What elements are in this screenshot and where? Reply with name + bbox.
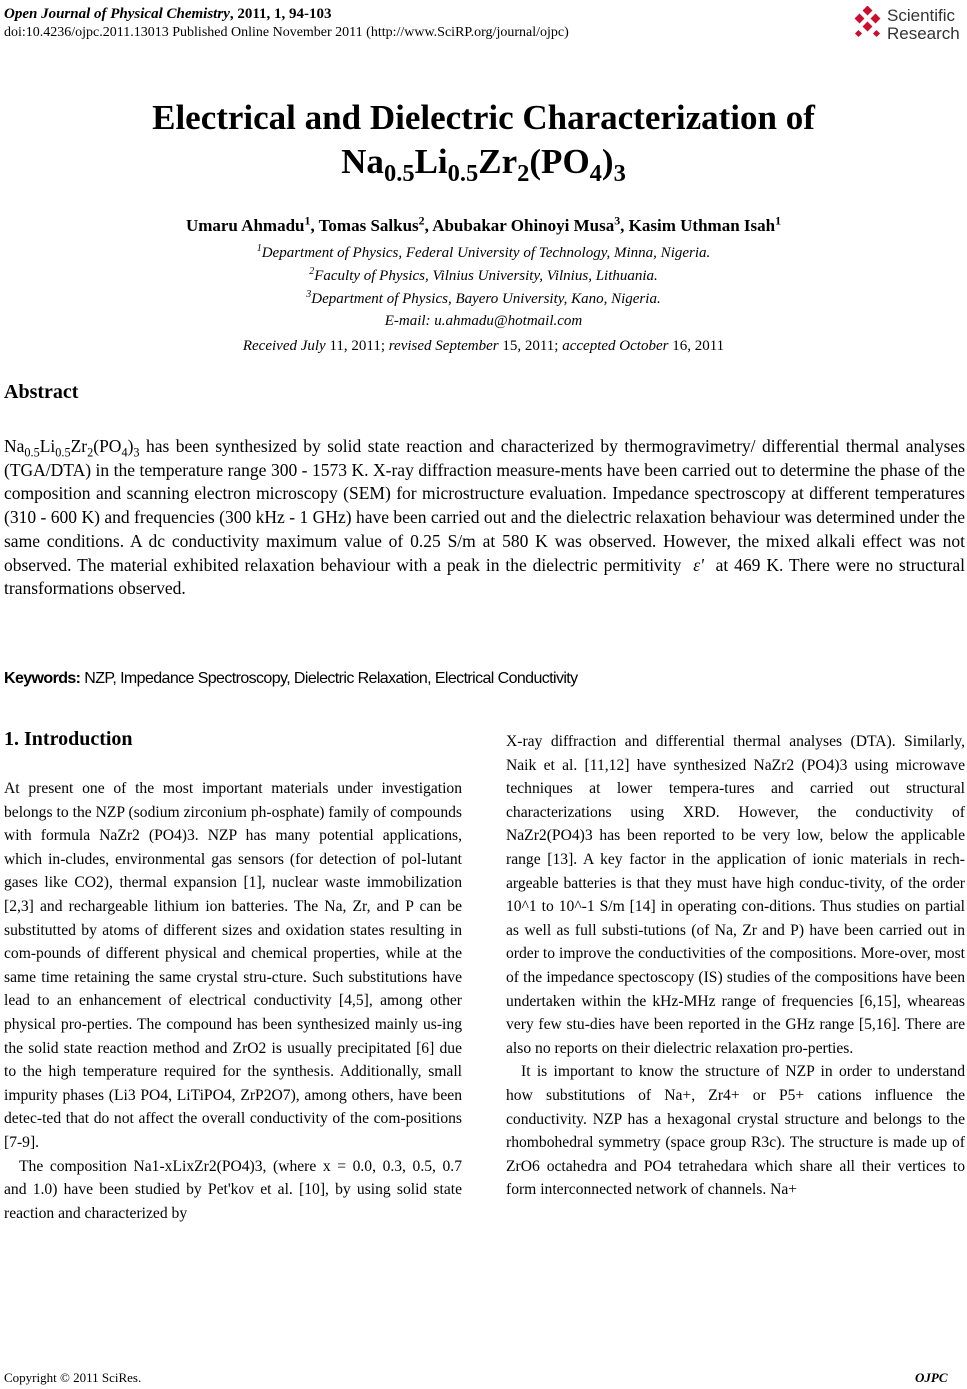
publisher-logo [850, 6, 965, 46]
received-dates [0, 338, 967, 355]
paper-title [0, 96, 967, 187]
author-3-affil: 3 [614, 213, 621, 228]
author-1-affil: 1 [304, 213, 311, 228]
email-line[interactable]: E-mail: u.ahmadu@hotmail.com [384, 313, 583, 329]
footer-copyright: Copyright © 2011 SciRes. [4, 1370, 142, 1385]
author-list: Umaru Ahmadu$^1$, Tomas Salkus$^2$, Abubakar Ohinoyi Musa$^3$, Kasim Uthman Isah$^1$ [185, 213, 782, 235]
intro-paragraph-4: It is important to know the structure of NZP in order to understand how substitutions of Na+, Zr4+ or P5+ cations influence the conductivity. NZP has a hexagonal crystal structure and belongs to the rhombohedral symmetry (space group R3c). The structure is made up of ZrO6 octahedra and PO4 tetrahedara which share all their vertices to form interconnected network of channels. Na+ [506, 1063, 965, 1199]
section-heading-introduction: 1. Introduction [4, 728, 133, 750]
author-4-affil: 1 [775, 213, 782, 228]
revised-label: revised September [388, 338, 499, 354]
author-2-affil: 2 [418, 213, 425, 228]
abstract-part-2: at 469 K. There were no structural transformations observed. [4, 554, 966, 599]
accepted-label: accepted October [562, 338, 669, 354]
revised-date: 15, 2011; [498, 338, 563, 354]
author-1: Umaru Ahmadu [185, 216, 305, 235]
permittivity-symbol: ε' [693, 554, 704, 575]
author-3: Abubakar Ohinoyi Musa [432, 216, 615, 235]
footer-journal: OJPC [915, 1370, 948, 1385]
abstract-heading: Abstract [4, 381, 79, 403]
affiliation-3 [0, 289, 967, 308]
abstract-body: $Na_{0.5}Li_{0.5}Zr_2(PO_4)_3$ has been synthesized by solid state reaction and characterized by thermogravimetry/ differential thermal analyses (TGA/DTA) in the temperature range 300 - 1573 K. X-ray diffraction measure-ments have been carried out to determine the phase of the composition and scanning electron microscopy (SEM) for microstructure evaluation. Impedance spectroscopy at different temperatures (310 - 600 K) and frequencies (300 kHz - 1 GHz) have been carried out and the dielectric relaxation behaviour was determined under the same conditions. A dc conductivity maximum value of 0.25 S/m at 580 K was observed. However, the mixed alkali effect was not observed. The material exhibited relaxation behaviour with a peak in the dielectric permitivity ε' at 469 K. There were no structural transformations observed. [4, 436, 966, 599]
received-label: Received July [242, 338, 326, 354]
affiliation-3-num: 3 [306, 289, 312, 300]
affiliation-3-text: Department of Physics, Bayero University, Kano, Nigeria. [311, 291, 661, 307]
column-left [4, 777, 462, 1225]
affiliation-1-text: Department of Physics, Federal University of Technology, Minna, Nigeria. [261, 245, 711, 261]
intro-paragraph-3: X-ray diffraction and differential thermal analyses (DTA). Similarly, Naik et al. [11,12] have synthesized NaZr2 (PO4)3 using microwave techniques at lower tempera-tures and carried out structural characterizations using XRD. However, the conductivity of NaZr2(PO4)3 has been reported to be very low, below the applicable range [13]. A key factor in the application of ionic materials in rech-argeable batteries is that they must have high conduc-tivity, of the order 10^1 to 10^-1 S/m [14] in operating con-ditions. Thus studies on partial as well as full substi-tutions (of Na, Zr and P) have been carried out in order to improve the conductivities of the compositions. More-over, most of the impedance spectoscopy (IS) studies of the compositions have been undertaken within the kHz-MHz range of frequencies [6,15], wheareas very few stu-dies have been reported in the GHz range [5,16]. There are also no reports on their dielectric relaxation pro-perties. [506, 733, 965, 1057]
affiliation-2 [0, 266, 967, 285]
intro-paragraph-2: The composition Na1-xLixZr2(PO4)3, (where x = 0.0, 0.3, 0.5, 0.7 and 1.0) have been studied by Pet'kov et al. [10], by using solid state reaction and characterized by [4, 1157, 462, 1222]
affiliation-1 [0, 243, 967, 262]
logo-word-2: Research [887, 24, 960, 43]
author-2: Tomas Salkus [318, 216, 419, 235]
journal-header [4, 6, 332, 23]
keywords-label: Keywords: [4, 670, 81, 687]
doi-line: doi:10.4236/ojpc.2011.13013 Published Online November 2011 (http://www.SciRP.org/journal/ojpc) [4, 25, 569, 40]
logo-word-1: Scientific [887, 6, 956, 25]
affiliation-2-num: 2 [309, 266, 315, 277]
title-formula: $Na_{0.5}Li_{0.5}Zr_2(PO_4)_3$ [341, 142, 626, 187]
abstract-part-1: has been synthesized by solid state reaction and characterized by thermogravimetry/ differential thermal analyses (TGA/DTA) in the temperature range 300 - 1573 K. X-ray diffraction measure-ments have been carried out to determine the phase of the composition and scanning electron microscopy (SEM) for microstructure evaluation. Impedance spectroscopy at different temperatures (310 - 600 K) and frequencies (300 kHz - 1 GHz) have been carried out and the dielectric relaxation behaviour was determined under the same conditions. A dc conductivity maximum value of 0.25 S/m at 580 K was observed. However, the mixed alkali effect was not observed. The material exhibited relaxation behaviour with a peak in the dielectric permitivity [4, 436, 965, 575]
column-right [506, 730, 965, 1202]
affiliation-2-text: Faculty of Physics, Vilnius University, Vilnius, Lithuania. [314, 268, 658, 284]
journal-volume: , 2011, 1, 94-103 [229, 6, 332, 22]
logo-icon [850, 6, 886, 42]
keywords-text: NZP, Impedance Spectroscopy, Dielectric Relaxation, Electrical Conductivity [80, 670, 578, 687]
accepted-date: 16, 2011 [668, 338, 725, 354]
received-date: 11, 2011; [325, 338, 389, 354]
affiliation-1-num: 1 [256, 243, 262, 254]
journal-name: Open Journal of Physical Chemistry [4, 6, 230, 22]
intro-paragraph-1: At present one of the most important materials under investigation belongs to the NZP (sodium zirconium ph-osphate) family of compounds with formula NaZr2 (PO4)3. NZP has many potential applications, which in-cludes, environmental gas sensors (for detection of pol-lutant gases like CO2), thermal expansion [1], nuclear waste immobilization [2,3] and rechargeable lithium ion batteries. The Na, Zr, and P can be substitutted by atoms of different sizes and oxidation states resulting in com-pounds of different physical and chemical properties, while at the same time retaining the same crystal stru-cture. Such substitutions have lead to an enhancement of electrical conductivity [4,5], among other physical pro-perties. The compound has been synthesized mainly us-ing the solid state reaction method and ZrO2 is usually precipitated [6] due to the high temperature required for the synthesis. Additionally, small impurity phases (Li3 PO4, LiTiPO4, ZrP2O7), among others, have been detec-ted that do not affect the overall conductivity of the com-positions [7-9]. [4, 780, 462, 1151]
title-line-1: Electrical and Dielectric Characterization of [152, 98, 815, 137]
keywords [4, 670, 578, 688]
author-4: Kasim Uthman Isah [628, 216, 776, 235]
